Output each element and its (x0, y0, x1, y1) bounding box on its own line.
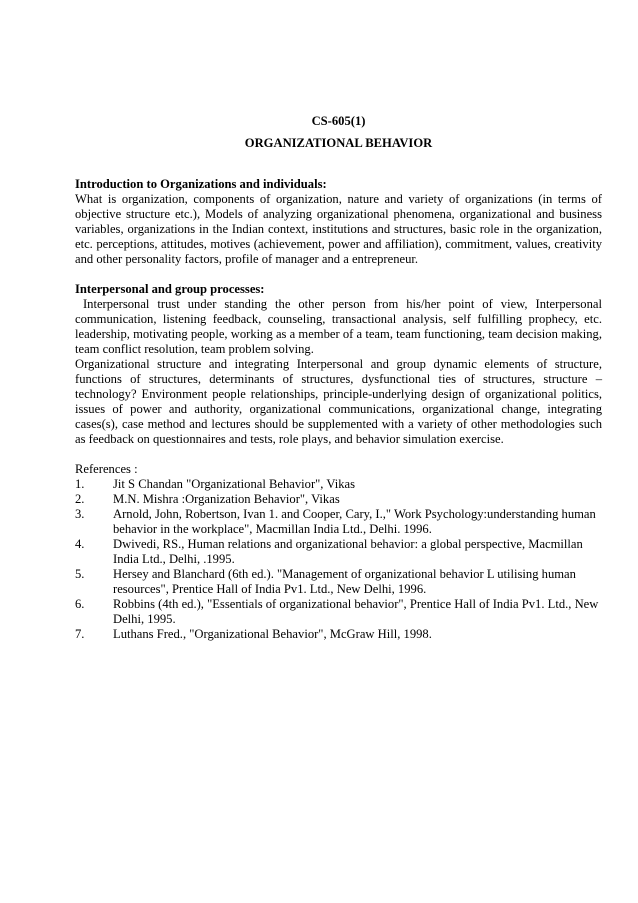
reference-text: Dwivedi, RS., Human relations and organizational behavior: a global perspective, Macmillan India Ltd., Delhi, .1995. (113, 537, 583, 566)
references-section (75, 462, 602, 642)
section-introduction (75, 177, 602, 267)
reference-item (75, 537, 602, 567)
reference-item (75, 567, 602, 597)
section-heading: Interpersonal and group processes: (75, 282, 265, 296)
reference-item (75, 627, 602, 642)
section-paragraph: Organizational structure and integrating Interpersonal and group dynamic elements of structure, functions of structures, determinants of structures, dysfunctional ties of structures, structure – technology? Environment people relationships, principle-underlying design of organizational politics, issues of power and authority, organizational communications, organizational change, integrating cases(s), case method and lectures should be supplemented with a variety of other methodologies such as feedback on questionnaires and tests, role plays, and behavior simulation exercise. (75, 357, 602, 446)
references-list (75, 477, 602, 642)
course-code: CS-605(1) (311, 114, 366, 128)
reference-text: Arnold, John, Robertson, Ivan 1. and Cooper, Cary, I.," Work Psychology:understanding human behavior in the workplace", Macmillan India Ltd., Delhi. 1996. (113, 507, 596, 536)
reference-number: 2. (75, 492, 85, 506)
references-heading: References : (75, 462, 138, 476)
reference-text: Jit S Chandan "Organizational Behavior", Vikas (113, 477, 356, 491)
reference-item (75, 492, 602, 507)
reference-item (75, 597, 602, 627)
course-title: ORGANIZATIONAL BEHAVIOR (244, 136, 433, 150)
section-heading: Introduction to Organizations and individuals: (75, 177, 327, 191)
reference-item (75, 477, 602, 492)
reference-number: 1. (75, 477, 85, 491)
section-interpersonal (75, 282, 606, 447)
reference-number: 4. (75, 537, 85, 551)
section-paragraph: Interpersonal trust under standing the other person from his/her point of view, Interpersonal communication, listening feedback, counseling, transactional analysis, self fulfilling prophecy, etc. leadership, motivating people, working as a member of a team, team functioning, team decision making, team conflict resolution, team problem solving. (75, 297, 606, 356)
reference-text: Luthans Fred., "Organizational Behavior", McGraw Hill, 1998. (113, 627, 432, 641)
reference-item (75, 507, 602, 537)
reference-number: 6. (75, 597, 85, 611)
reference-text: Robbins (4th ed.), "Essentials of organizational behavior", Prentice Hall of India Pv1. Ltd., New Delhi, 1995. (113, 597, 599, 626)
document-body (75, 114, 606, 642)
reference-text: M.N. Mishra :Organization Behavior", Vikas (113, 492, 340, 506)
reference-number: 3. (75, 507, 85, 521)
reference-number: 5. (75, 567, 85, 581)
reference-number: 7. (75, 627, 85, 641)
reference-text: Hersey and Blanchard (6th ed.). "Management of organizational behavior L utilising human resources", Prentice Hall of India Pv1. Ltd., New Delhi, 1996. (113, 567, 576, 596)
section-paragraph: What is organization, components of organization, nature and variety of organizations (in terms of objective structure etc.), Models of analyzing organizational phenomena, organizational and business variables, organizations in the Indian context, institutions and structures, basic role in the organization, etc. perceptions, attitudes, motives (achievement, power and affiliation), commitment, values, creativity and other personality factors, profile of manager and a entrepreneur. (75, 192, 602, 266)
